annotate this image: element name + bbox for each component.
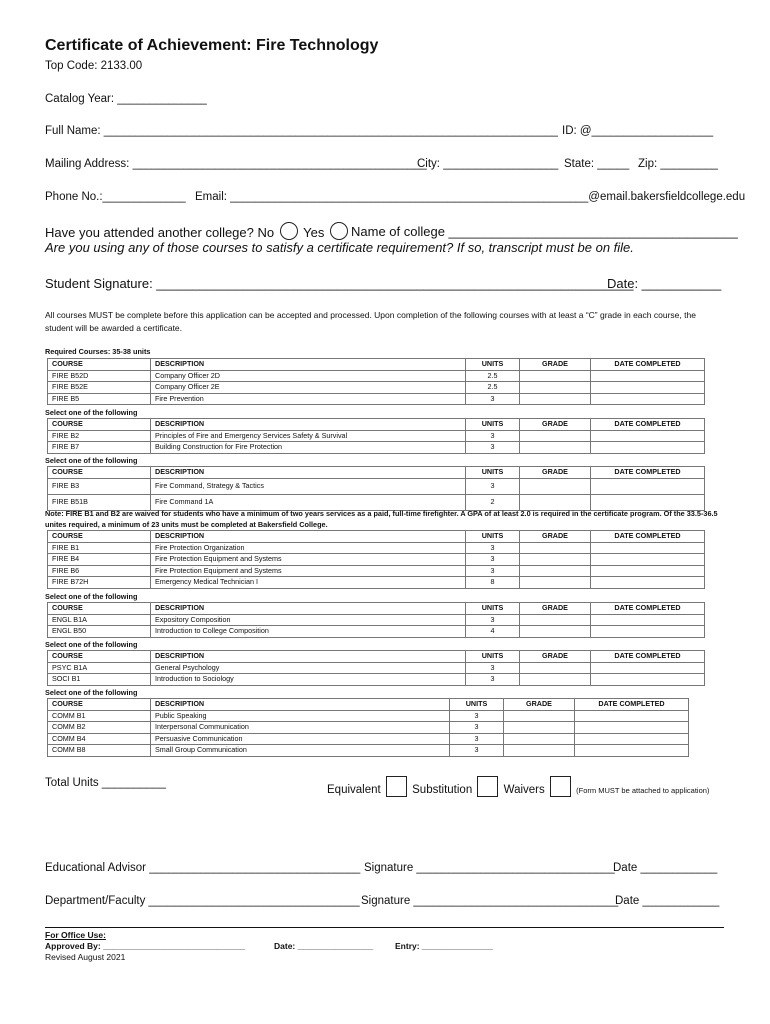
units-cell: 3 xyxy=(466,554,520,566)
course-table-5 xyxy=(47,602,705,638)
description-cell: General Psychology xyxy=(151,662,466,674)
header-course: COURSE xyxy=(48,531,151,543)
intro-text: All courses MUST be complete before this application can be accepted and processed. Upon completion of the following courses with at least a “C” grade in each course, the student will be awarded a certificate. xyxy=(45,310,696,333)
course-cell: COMM B1 xyxy=(48,710,151,722)
advisor-signature-field[interactable]: Signature _______________________________ xyxy=(364,862,615,874)
date-completed-cell[interactable] xyxy=(591,614,705,626)
course-cell: FIRE B7 xyxy=(48,442,151,454)
page-title: Certificate of Achievement: Fire Technology xyxy=(45,37,379,54)
table-row xyxy=(48,382,705,394)
approved-by-field[interactable]: Approved By: ______________________________ xyxy=(45,941,245,951)
table-header-row xyxy=(48,467,705,479)
department-signature-field[interactable]: Signature ________________________________ xyxy=(361,895,619,907)
grade-cell[interactable] xyxy=(520,662,591,674)
date-completed-cell[interactable] xyxy=(575,710,689,722)
units-cell: 3 xyxy=(466,542,520,554)
header-description: DESCRIPTION xyxy=(151,651,466,663)
select-one-label-3: Select one of the following xyxy=(45,592,138,601)
equivalent-checkbox[interactable] xyxy=(386,776,407,797)
checkbox-row xyxy=(327,776,709,797)
units-cell: 8 xyxy=(466,577,520,589)
advisor-date-field[interactable]: Date ____________ xyxy=(613,862,718,874)
header-date-completed: DATE COMPLETED xyxy=(591,419,705,431)
units-cell: 2.5 xyxy=(466,382,520,394)
description-cell: Building Construction for Fire Protection xyxy=(151,442,466,454)
date-completed-cell[interactable] xyxy=(591,577,705,589)
course-cell: COMM B8 xyxy=(48,745,151,757)
units-cell: 3 xyxy=(450,733,504,745)
city-field[interactable]: City: __________________ xyxy=(417,158,559,170)
course-table-7 xyxy=(47,698,689,757)
top-code: Top Code: 2133.00 xyxy=(45,60,143,72)
student-signature-field[interactable]: Student Signature: __________________________________________________________________ xyxy=(45,276,634,291)
date-completed-cell[interactable] xyxy=(591,370,705,382)
units-cell: 2 xyxy=(466,494,520,510)
course-cell: COMM B4 xyxy=(48,733,151,745)
table-header-row xyxy=(48,419,705,431)
header-date-completed: DATE COMPLETED xyxy=(591,531,705,543)
header-description: DESCRIPTION xyxy=(151,419,466,431)
header-description: DESCRIPTION xyxy=(151,467,466,479)
header-date-completed: DATE COMPLETED xyxy=(575,699,689,711)
header-grade: GRADE xyxy=(520,359,591,371)
header-grade: GRADE xyxy=(520,467,591,479)
attended-question-text: Have you attended another college? xyxy=(45,225,254,240)
date-completed-cell[interactable] xyxy=(575,733,689,745)
college-name-field[interactable]: Name of college ________________________________________ xyxy=(351,224,738,239)
table-row xyxy=(48,542,705,554)
course-table-1 xyxy=(47,358,705,405)
grade-cell[interactable] xyxy=(520,554,591,566)
table-row xyxy=(48,554,705,566)
course-cell: ENGL B50 xyxy=(48,626,151,638)
course-table-6 xyxy=(47,650,705,686)
table-row xyxy=(48,565,705,577)
course-cell: COMM B2 xyxy=(48,722,151,734)
course-table-3 xyxy=(47,466,705,511)
course-cell: FIRE B52E xyxy=(48,382,151,394)
select-one-label-1: Select one of the following xyxy=(45,408,138,417)
select-one-label-4: Select one of the following xyxy=(45,640,138,649)
waivers-checkbox[interactable] xyxy=(550,776,571,797)
header-course: COURSE xyxy=(48,419,151,431)
header-grade: GRADE xyxy=(520,531,591,543)
units-cell: 4 xyxy=(466,626,520,638)
units-cell: 2.5 xyxy=(466,370,520,382)
course-cell: FIRE B52D xyxy=(48,370,151,382)
description-cell: Fire Command 1A xyxy=(151,494,466,510)
yes-label: Yes xyxy=(303,225,325,240)
waiver-note: Note: FIRE B1 and B2 are waived for students who have a minimum of two years services as a paid, full-time firefighter. A GPA of at least 2.0 is required in the certificate program. Of the 33.5-36.5 unites required, a minimum of 23 units must be completed at Bakersfield College. xyxy=(45,509,718,529)
description-cell: Emergency Medical Technician I xyxy=(151,577,466,589)
table-row xyxy=(48,722,689,734)
course-cell: FIRE B5 xyxy=(48,393,151,405)
yes-radio[interactable] xyxy=(330,222,348,240)
select-one-label-5: Select one of the following xyxy=(45,688,138,697)
office-date-field[interactable]: Date: ________________ xyxy=(274,941,374,951)
units-cell: 3 xyxy=(466,565,520,577)
equivalent-label: Equivalent xyxy=(327,784,381,796)
zip-field[interactable]: Zip: _________ xyxy=(638,158,718,170)
grade-cell[interactable] xyxy=(520,393,591,405)
description-cell: Fire Protection Equipment and Systems xyxy=(151,565,466,577)
no-label: No xyxy=(257,225,275,240)
course-cell: FIRE B6 xyxy=(48,565,151,577)
full-name-field[interactable]: Full Name: _______________________________________________________________________ xyxy=(45,125,558,137)
grade-cell[interactable] xyxy=(520,442,591,454)
units-cell: 3 xyxy=(466,662,520,674)
description-cell: Company Officer 2E xyxy=(151,382,466,394)
department-field[interactable]: Department/Faculty _________________________________ xyxy=(45,895,360,907)
table-header-row xyxy=(48,699,689,711)
description-cell: Interpersonal Communication xyxy=(151,722,450,734)
grade-cell[interactable] xyxy=(504,733,575,745)
date-completed-cell[interactable] xyxy=(591,542,705,554)
courses-question: Are you using any of those courses to satisfy a certificate requirement? If so, transcript must be on file. xyxy=(45,240,634,255)
course-cell: ENGL B1A xyxy=(48,614,151,626)
date-completed-cell[interactable] xyxy=(591,393,705,405)
table-row xyxy=(48,393,705,405)
header-units: UNITS xyxy=(466,651,520,663)
date-completed-cell[interactable] xyxy=(591,442,705,454)
grade-cell[interactable] xyxy=(520,614,591,626)
grade-cell[interactable] xyxy=(504,722,575,734)
course-cell: FIRE B72H xyxy=(48,577,151,589)
date-completed-cell[interactable] xyxy=(591,382,705,394)
total-units-field[interactable]: Total Units __________ xyxy=(45,777,166,789)
table-row xyxy=(48,614,705,626)
header-description: DESCRIPTION xyxy=(151,603,466,615)
description-cell: Expository Composition xyxy=(151,614,466,626)
header-course: COURSE xyxy=(48,467,151,479)
grade-cell[interactable] xyxy=(520,577,591,589)
table-row xyxy=(48,442,705,454)
revised-date: Revised August 2021 xyxy=(45,952,126,962)
grade-cell[interactable] xyxy=(504,745,575,757)
grade-cell[interactable] xyxy=(520,430,591,442)
catalog-year-field[interactable]: Catalog Year: ______________ xyxy=(45,93,207,105)
header-units: UNITS xyxy=(466,531,520,543)
description-cell: Small Group Communication xyxy=(151,745,450,757)
units-cell: 3 xyxy=(466,674,520,686)
select-one-label-2: Select one of the following xyxy=(45,456,138,465)
waivers-label: Waivers xyxy=(503,784,545,796)
description-cell: Introduction to College Composition xyxy=(151,626,466,638)
units-cell: 3 xyxy=(466,478,520,494)
course-cell: FIRE B1 xyxy=(48,542,151,554)
units-cell: 3 xyxy=(466,393,520,405)
description-cell: Company Officer 2D xyxy=(151,370,466,382)
id-field[interactable]: ID: @___________________ xyxy=(562,125,714,137)
header-course: COURSE xyxy=(48,651,151,663)
divider xyxy=(45,927,724,928)
course-cell: FIRE B2 xyxy=(48,430,151,442)
header-course: COURSE xyxy=(48,699,151,711)
table-row xyxy=(48,478,705,494)
mailing-address-field[interactable]: Mailing Address: ______________________________________________ xyxy=(45,158,427,170)
table-row xyxy=(48,430,705,442)
table-row xyxy=(48,710,689,722)
header-units: UNITS xyxy=(466,359,520,371)
units-cell: 3 xyxy=(466,430,520,442)
entry-field[interactable]: Entry: _______________ xyxy=(395,941,493,951)
office-use-label: For Office Use: xyxy=(45,930,106,940)
table-row xyxy=(48,370,705,382)
table-header-row xyxy=(48,359,705,371)
date-completed-cell[interactable] xyxy=(591,565,705,577)
table-row xyxy=(48,577,705,589)
table-header-row xyxy=(48,531,705,543)
date-completed-cell[interactable] xyxy=(591,430,705,442)
header-date-completed: DATE COMPLETED xyxy=(591,603,705,615)
advisor-field[interactable]: Educational Advisor _________________________________ xyxy=(45,862,361,874)
header-description: DESCRIPTION xyxy=(151,531,466,543)
substitution-checkbox[interactable] xyxy=(477,776,498,797)
course-cell: FIRE B4 xyxy=(48,554,151,566)
header-date-completed: DATE COMPLETED xyxy=(591,467,705,479)
table-row xyxy=(48,662,705,674)
date-completed-cell[interactable] xyxy=(575,722,689,734)
table-header-row xyxy=(48,603,705,615)
date-completed-cell[interactable] xyxy=(575,745,689,757)
email-field[interactable]: Email: ________________________________________________________@email.bakersfieldcollege.edu xyxy=(195,191,746,203)
grade-cell[interactable] xyxy=(520,370,591,382)
course-cell: FIRE B51B xyxy=(48,494,151,510)
course-table-4 xyxy=(47,530,705,589)
date-completed-cell[interactable] xyxy=(591,626,705,638)
header-date-completed: DATE COMPLETED xyxy=(591,651,705,663)
units-cell: 3 xyxy=(466,442,520,454)
course-table-2 xyxy=(47,418,705,454)
phone-field[interactable]: Phone No.:_____________ xyxy=(45,191,186,203)
grade-cell[interactable] xyxy=(520,674,591,686)
state-field[interactable]: State: _____ xyxy=(564,158,630,170)
header-course: COURSE xyxy=(48,603,151,615)
grade-cell[interactable] xyxy=(520,478,591,494)
attended-college-question xyxy=(45,222,350,240)
course-cell: PSYC B1A xyxy=(48,662,151,674)
description-cell: Fire Command, Strategy & Tactics xyxy=(151,478,466,494)
date-completed-cell[interactable] xyxy=(591,674,705,686)
form-note: (Form MUST be attached to application) xyxy=(576,786,710,795)
grade-cell[interactable] xyxy=(520,626,591,638)
header-units: UNITS xyxy=(466,467,520,479)
header-units: UNITS xyxy=(450,699,504,711)
grade-cell[interactable] xyxy=(520,565,591,577)
grade-cell[interactable] xyxy=(520,382,591,394)
date-completed-cell[interactable] xyxy=(591,478,705,494)
date-completed-cell[interactable] xyxy=(591,554,705,566)
table-row xyxy=(48,674,705,686)
description-cell: Persuasive Communication xyxy=(151,733,450,745)
header-grade: GRADE xyxy=(520,651,591,663)
header-grade: GRADE xyxy=(520,603,591,615)
student-date-field[interactable]: Date: ___________ xyxy=(607,276,722,291)
table-row xyxy=(48,733,689,745)
description-cell: Introduction to Sociology xyxy=(151,674,466,686)
header-description: DESCRIPTION xyxy=(151,699,450,711)
grade-cell[interactable] xyxy=(520,542,591,554)
department-date-field[interactable]: Date ____________ xyxy=(615,895,720,907)
header-units: UNITS xyxy=(466,419,520,431)
description-cell: Principles of Fire and Emergency Services Safety & Survival xyxy=(151,430,466,442)
header-grade: GRADE xyxy=(504,699,575,711)
header-date-completed: DATE COMPLETED xyxy=(591,359,705,371)
header-units: UNITS xyxy=(466,603,520,615)
description-cell: Fire Protection Organization xyxy=(151,542,466,554)
substitution-label: Substitution xyxy=(412,784,473,796)
units-cell: 3 xyxy=(450,710,504,722)
units-cell: 3 xyxy=(450,745,504,757)
course-cell: SOCI B1 xyxy=(48,674,151,686)
header-grade: GRADE xyxy=(520,419,591,431)
units-cell: 3 xyxy=(466,614,520,626)
description-cell: Fire Prevention xyxy=(151,393,466,405)
date-completed-cell[interactable] xyxy=(591,662,705,674)
header-description: DESCRIPTION xyxy=(151,359,466,371)
description-cell: Fire Protection Equipment and Systems xyxy=(151,554,466,566)
header-course: COURSE xyxy=(48,359,151,371)
table-header-row xyxy=(48,651,705,663)
table-row xyxy=(48,745,689,757)
course-cell: FIRE B3 xyxy=(48,478,151,494)
units-cell: 3 xyxy=(450,722,504,734)
required-courses-label: Required Courses: 35-38 units xyxy=(45,347,151,356)
description-cell: Public Speaking xyxy=(151,710,450,722)
grade-cell[interactable] xyxy=(504,710,575,722)
no-radio[interactable] xyxy=(280,222,298,240)
table-row xyxy=(48,626,705,638)
